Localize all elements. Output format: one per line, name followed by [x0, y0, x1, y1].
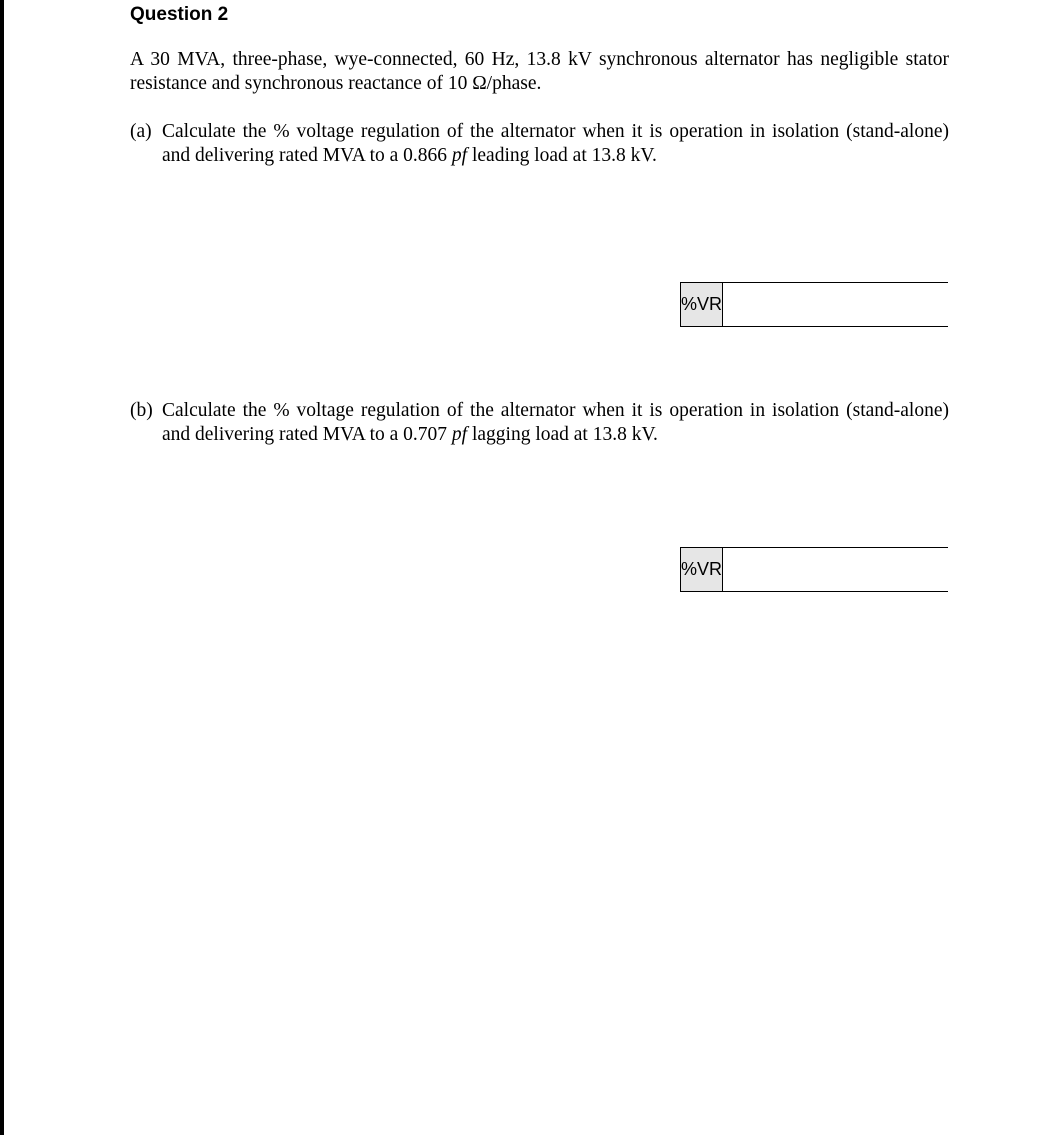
answer-input-a[interactable] [723, 283, 971, 326]
page-left-border [0, 0, 4, 1135]
part-a [130, 120, 949, 168]
part-a-label: (a) [130, 121, 152, 142]
answer-box-b [680, 547, 948, 592]
answer-input-b[interactable] [723, 548, 971, 591]
part-a-text: Calculate the % voltage regulation of the alternator when it is operation in isolation (stand-alone) and delivering rated MVA to a 0.866 pf leading load at 13.8 kV. [162, 121, 949, 166]
part-b-text: Calculate the % voltage regulation of the alternator when it is operation in isolation (stand-alone) and delivering rated MVA to a 0.707 pf lagging load at 13.8 kV. [162, 400, 949, 445]
part-b-label: (b) [130, 400, 153, 421]
part-b [130, 399, 949, 447]
answer-label-b: %VR [681, 548, 723, 591]
answer-box-a [680, 282, 948, 327]
answer-label-a: %VR [681, 283, 723, 326]
question-title: Question 2 [130, 4, 229, 25]
question-intro: A 30 MVA, three-phase, wye-connected, 60 Hz, 13.8 kV synchronous alternator has negligible stator resistance and synchronous reactance of 10 Ω/phase. [130, 49, 949, 94]
